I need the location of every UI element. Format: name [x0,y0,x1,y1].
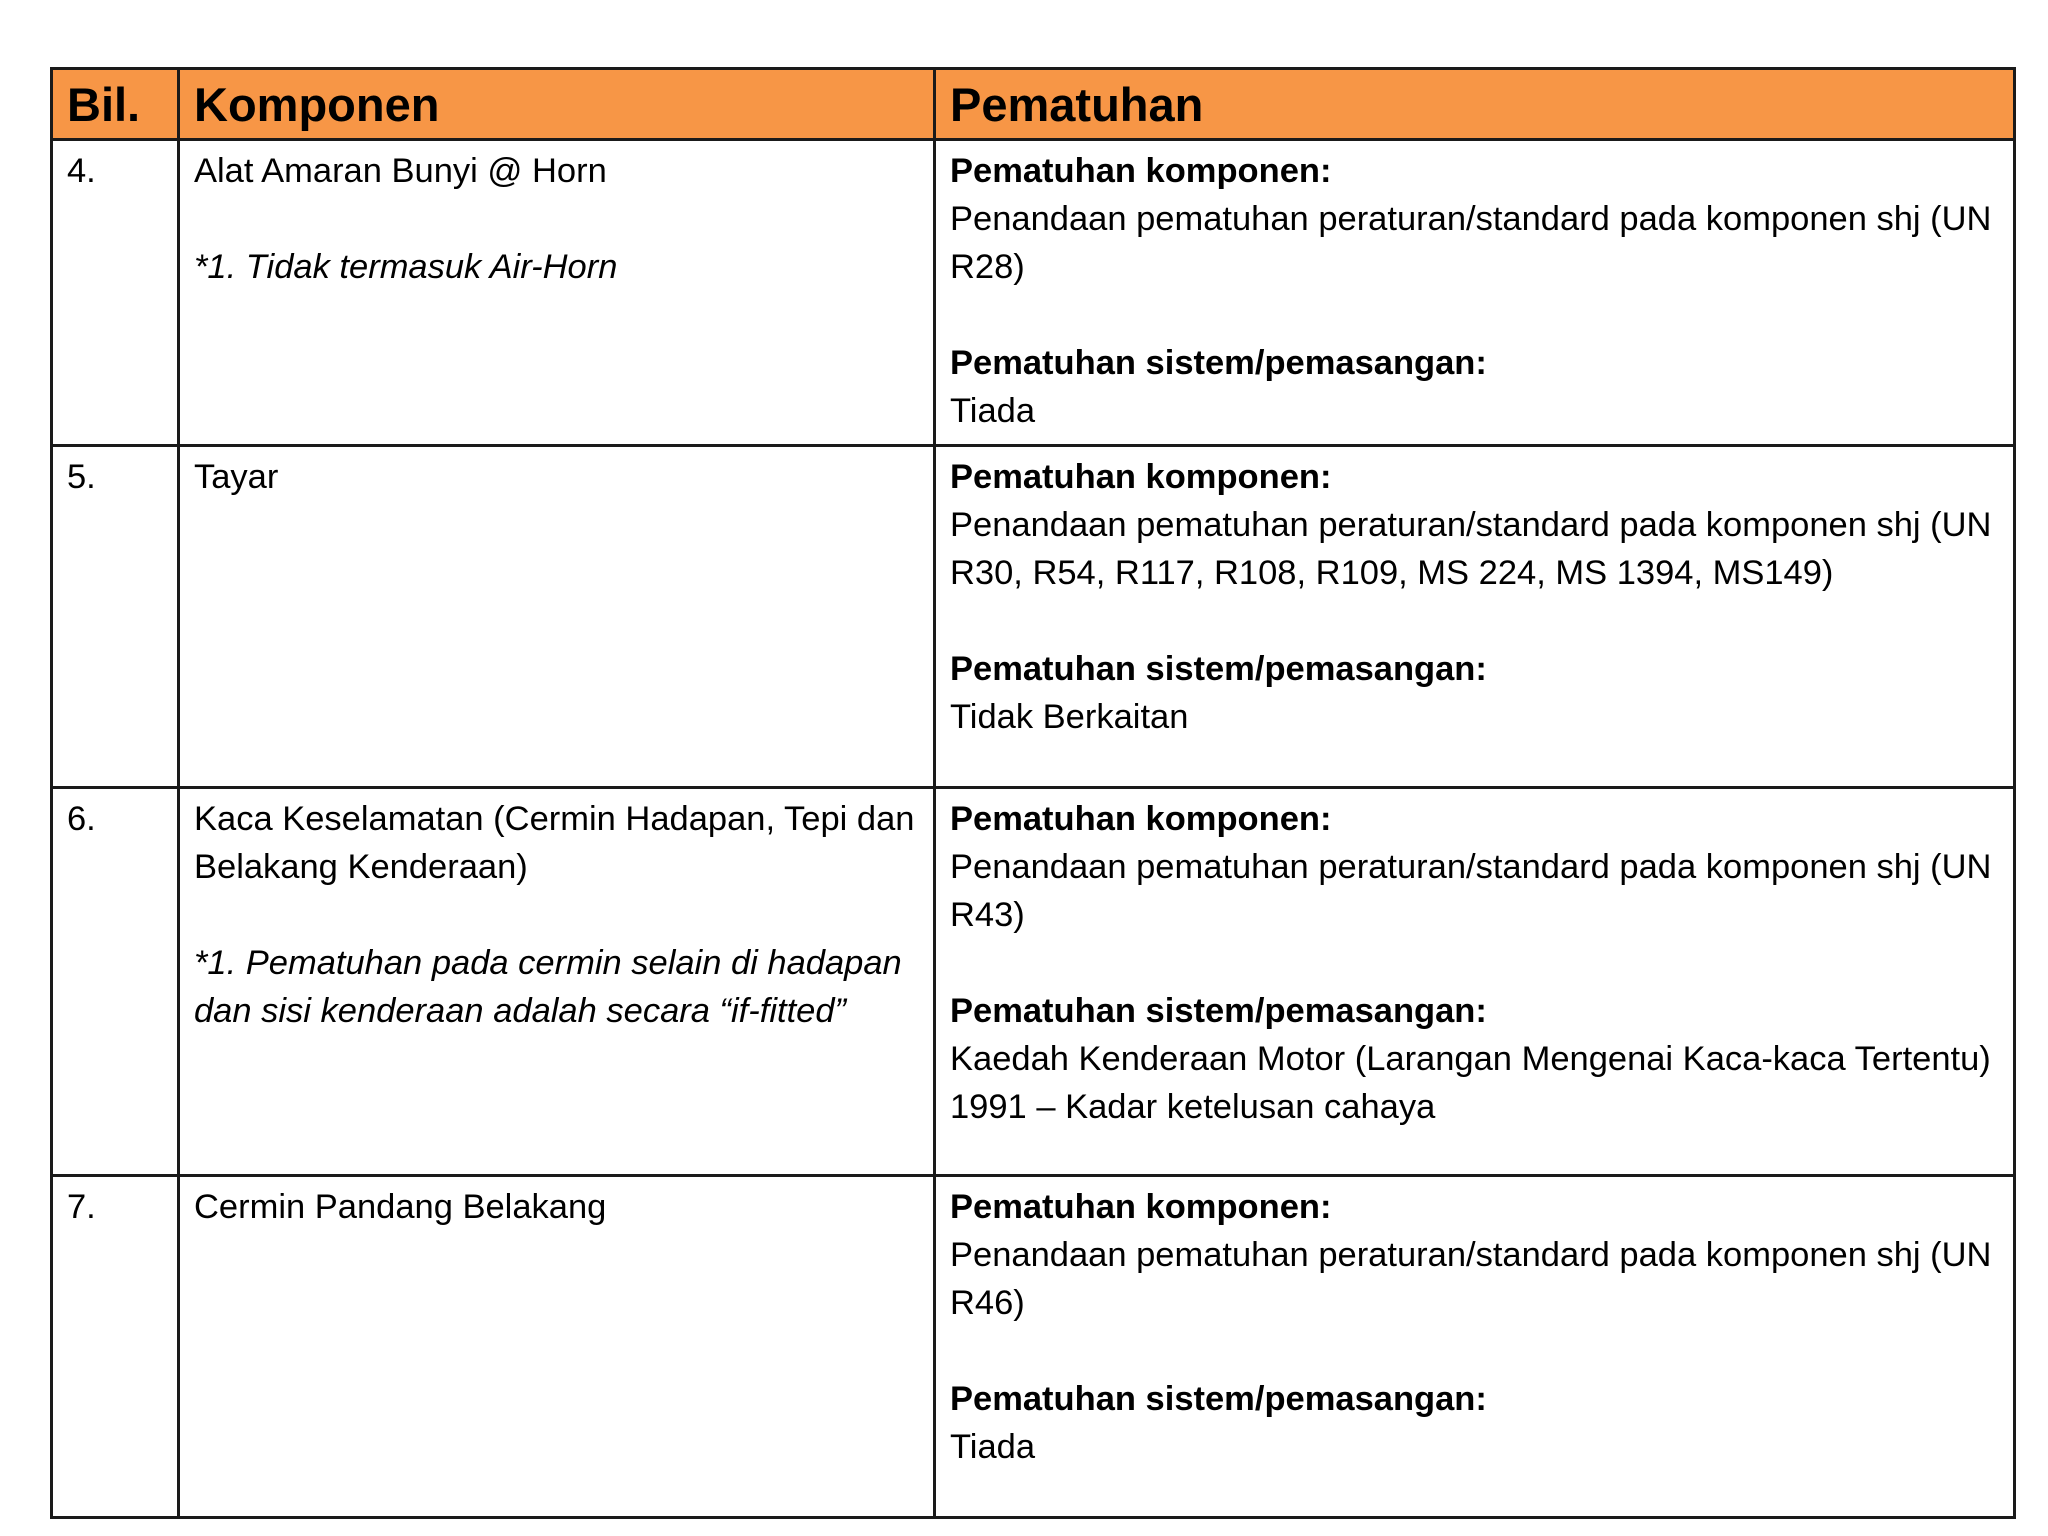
system-compliance-text: Tiada [950,1428,1036,1466]
system-compliance-text: Tiada [950,392,1036,430]
component-cell [179,446,935,788]
component-note: *1. Tidak termasuk Air-Horn [194,248,618,286]
component-compliance-label: Pematuhan komponen: [950,1188,1332,1226]
compliance-table-container [50,67,2013,1519]
header-row [52,69,2015,140]
system-compliance-text: Tidak Berkaitan [950,698,1189,736]
header-pematuhan: Pematuhan [935,69,2015,140]
header-bil: Bil. [52,69,179,140]
system-compliance-label: Pematuhan sistem/pemasangan: [950,344,1487,382]
table-header [52,69,2015,140]
component-name: Alat Amaran Bunyi @ Horn [194,152,607,190]
component-compliance-text: Penandaan pematuhan peraturan/standard pada komponen shj (UN R30, R54, R117, R108, R109, MS 224, MS 1394, MS149) [950,506,1992,592]
component-compliance-label: Pematuhan komponen: [950,152,1332,190]
compliance-cell [935,1176,2015,1518]
system-compliance-label: Pematuhan sistem/pemasangan: [950,1380,1487,1418]
header-komponen: Komponen [179,69,935,140]
compliance-cell [935,446,2015,788]
component-compliance-label: Pematuhan komponen: [950,458,1332,496]
row-number: 4. [52,140,179,446]
component-compliance-text: Penandaan pematuhan peraturan/standard pada komponen shj (UN R46) [950,1236,1992,1322]
row-number: 6. [52,788,179,1176]
component-compliance-text: Penandaan pematuhan peraturan/standard pada komponen shj (UN R43) [950,848,1992,934]
row-number: 5. [52,446,179,788]
system-compliance-label: Pematuhan sistem/pemasangan: [950,992,1487,1030]
table-row [52,1176,2015,1518]
compliance-cell [935,788,2015,1176]
table-row [52,446,2015,788]
system-compliance-text: Kaedah Kenderaan Motor (Larangan Mengenai Kaca-kaca Tertentu) 1991 – Kadar ketelusan cahaya [950,1040,1991,1126]
compliance-cell [935,140,2015,446]
component-cell [179,1176,935,1518]
table-row [52,788,2015,1176]
table-row [52,140,2015,446]
component-cell [179,788,935,1176]
component-cell [179,140,935,446]
component-note: *1. Pematuhan pada cermin selain di hadapan dan sisi kenderaan adalah secara “if-fitted” [194,944,902,1030]
component-name: Cermin Pandang Belakang [194,1188,607,1226]
system-compliance-label: Pematuhan sistem/pemasangan: [950,650,1487,688]
component-compliance-label: Pematuhan komponen: [950,800,1332,838]
component-compliance-text: Penandaan pematuhan peraturan/standard pada komponen shj (UN R28) [950,200,1992,286]
component-name: Tayar [194,458,279,496]
row-number: 7. [52,1176,179,1518]
table-body [52,140,2015,1518]
compliance-table [50,67,2016,1519]
component-name: Kaca Keselamatan (Cermin Hadapan, Tepi dan Belakang Kenderaan) [194,800,915,886]
